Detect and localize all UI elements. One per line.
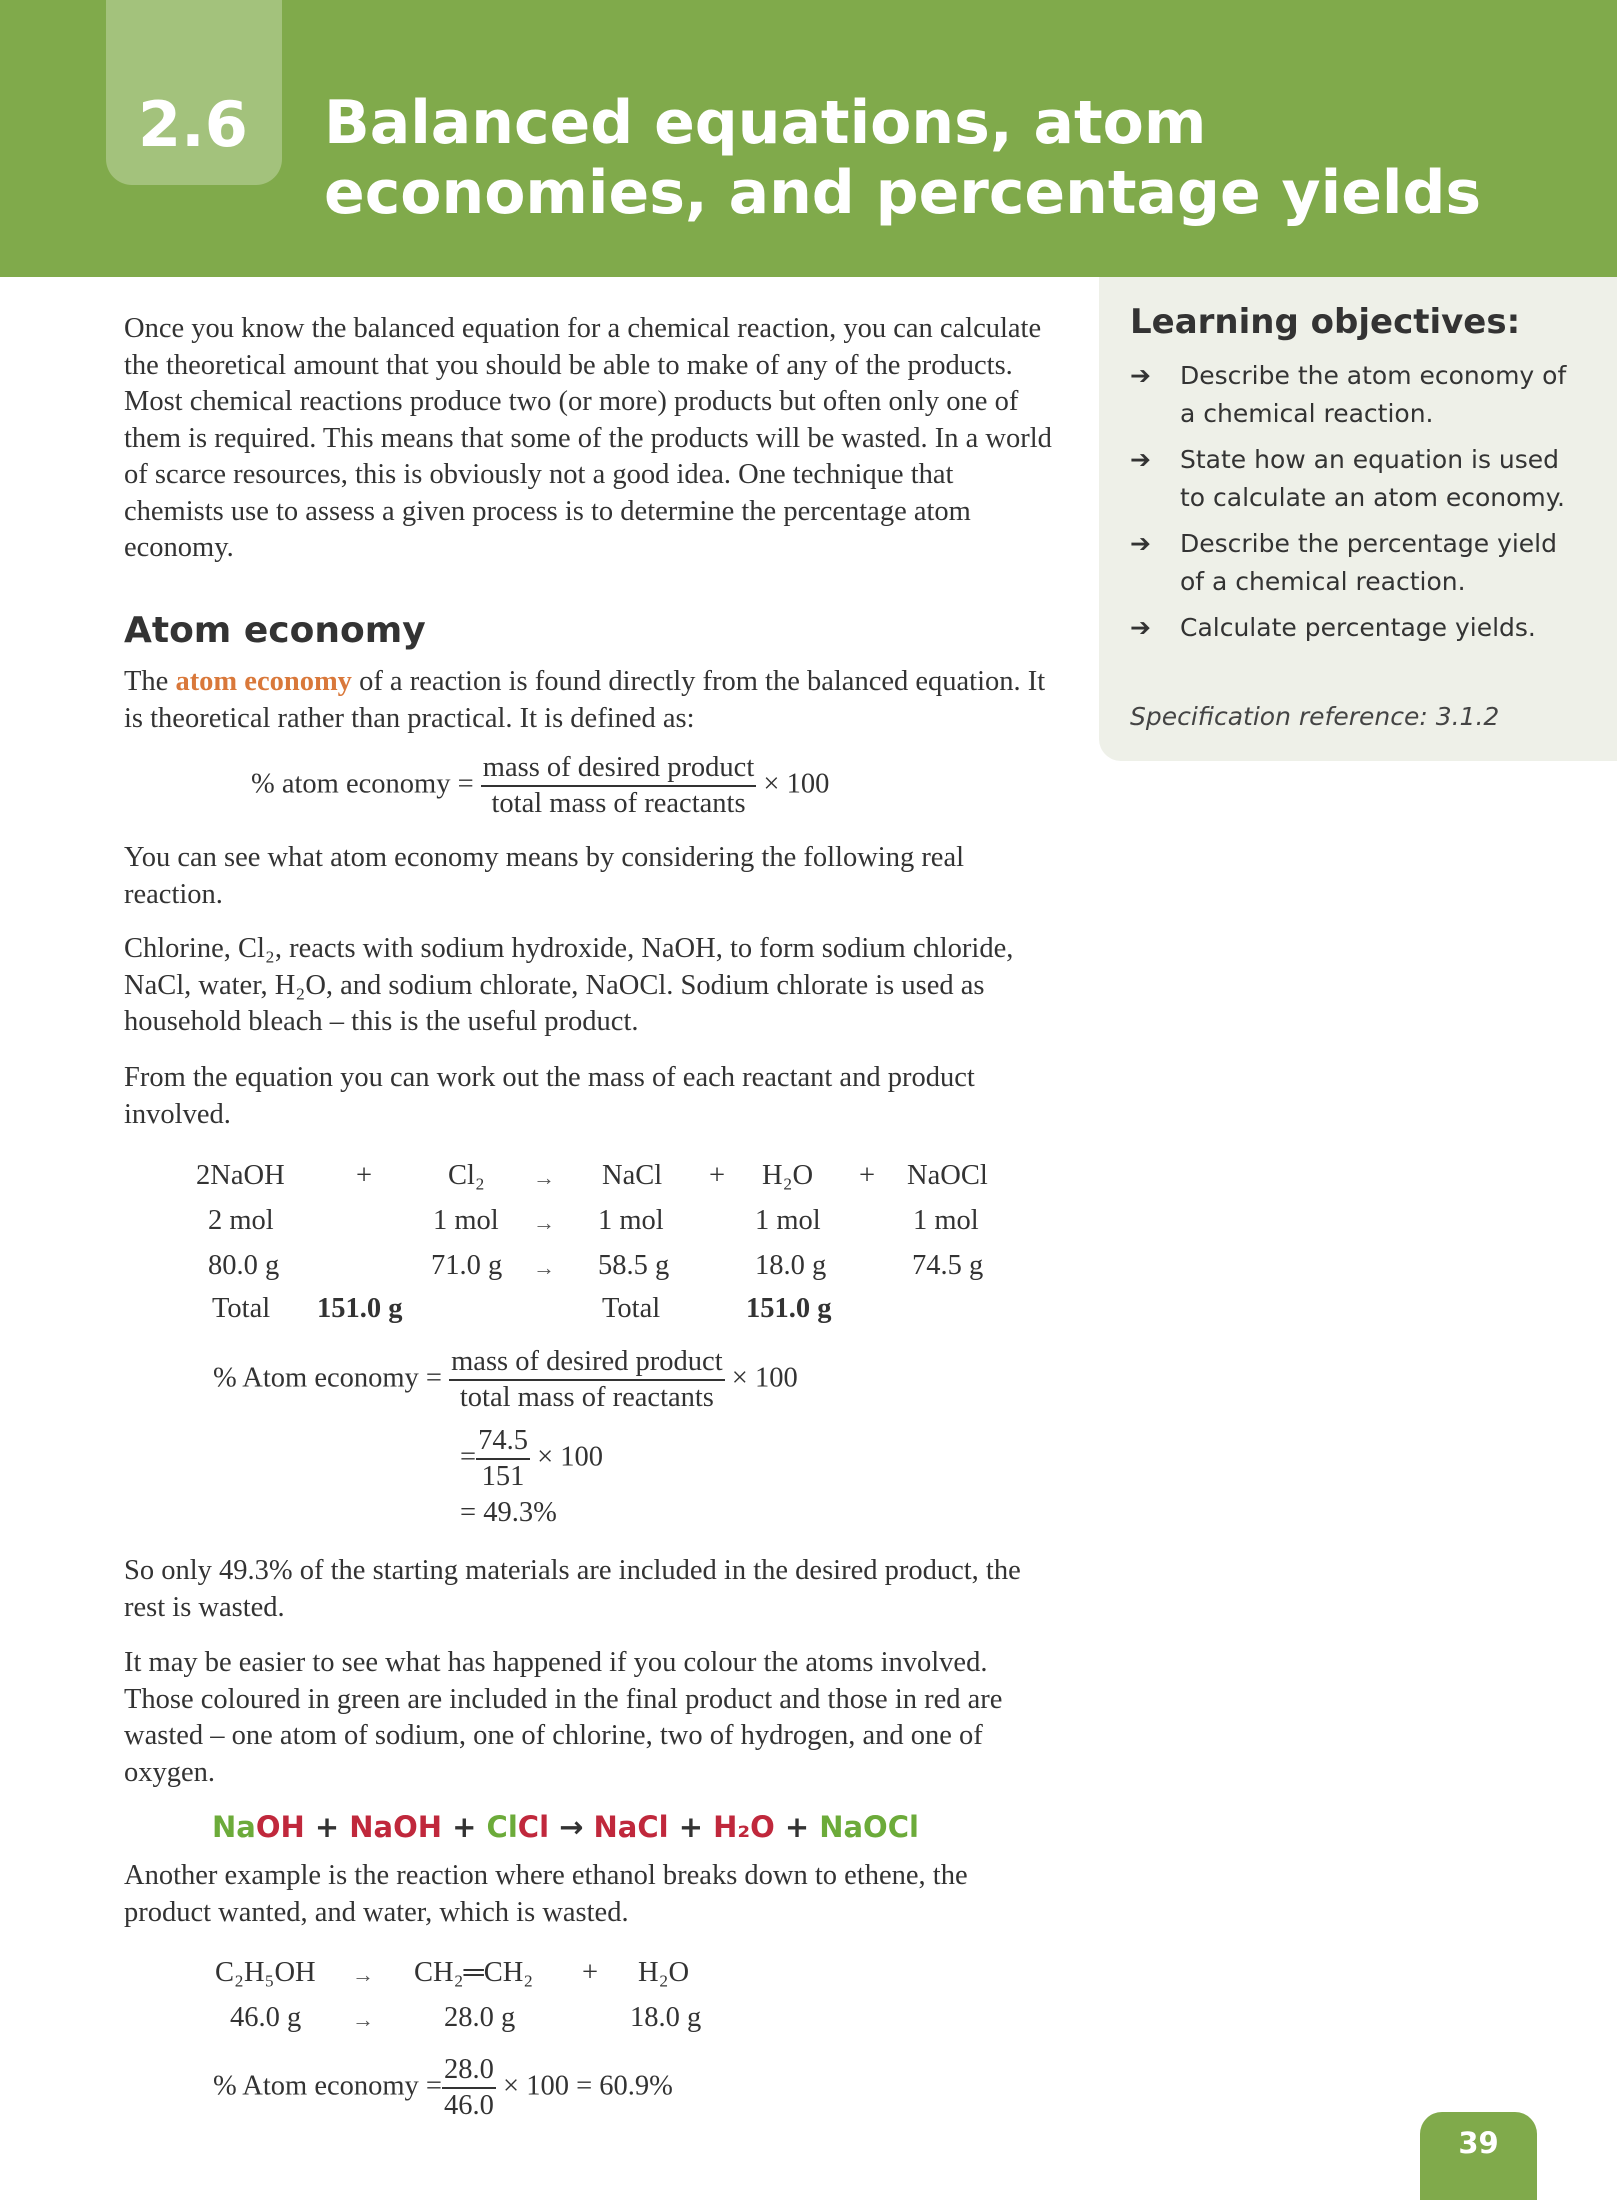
mass-naocl: 74.5 g — [912, 1250, 984, 1281]
moles-naocl: 1 mol — [913, 1205, 979, 1236]
arrow-right-icon: ➔ — [1130, 613, 1151, 642]
eq-cl-red: Cl — [517, 1810, 550, 1844]
objective-text: State how an equation is used to calculate an atom economy. — [1180, 445, 1565, 512]
eq-h2o-red: H₂O — [713, 1810, 775, 1844]
calc2-label: % Atom economy = — [213, 2070, 443, 2102]
objective-item — [1130, 609, 1570, 647]
calc2-numerator: 28.0 — [442, 2054, 496, 2089]
objective-item — [1130, 525, 1570, 601]
moles-h2o: 1 mol — [755, 1205, 821, 1236]
definition-pre: The — [124, 666, 176, 697]
calc-numerator: mass of desired product — [449, 1346, 724, 1381]
arrow-right-icon: ➔ — [1130, 361, 1151, 390]
definition-post: of a reaction is found directly from the balanced equation. It is theoretical rather than practical. It is defined as: — [124, 666, 1046, 734]
formula-numerator: mass of desired product — [481, 752, 756, 787]
species-h2o: H₂O — [762, 1160, 814, 1191]
moles-nacl: 1 mol — [598, 1205, 664, 1236]
ethanol-atom-economy-calculation — [213, 2054, 673, 2122]
water-product: H₂O — [638, 1957, 690, 1988]
water-mass: 18.0 g — [630, 2002, 702, 2033]
arrow-right-icon: ➔ — [1130, 529, 1151, 558]
formula-fraction — [481, 752, 756, 820]
calc-fraction-values — [476, 1425, 530, 1493]
species-naoh: 2NaOH — [196, 1160, 285, 1191]
mass-cl2: 71.0 g — [431, 1250, 503, 1281]
arrow-icon: → — [533, 1165, 555, 1190]
species-nacl: NaCl — [602, 1160, 663, 1191]
objective-text: Describe the percentage yield of a chemical reaction. — [1180, 529, 1558, 596]
mass-nacl: 58.5 g — [598, 1250, 670, 1281]
chlorine-paragraph: Chlorine, Cl₂, reacts with sodium hydroxide, NaOH, to form sodium chloride, NaCl, water, H₂O, and sodium chlorate, NaOCl. Sodium chlorate is used as household bleach – this is the useful product. — [124, 933, 1014, 1037]
keyterm-atom-economy: atom economy — [175, 666, 352, 697]
calc-denominator: total mass of reactants — [459, 1382, 714, 1413]
intro-paragraph: Once you know the balanced equation for a chemical reaction, you can calculate the theoretical amount that you should be able to make of any of the products. Most chemical reactions produce two (or more) products but often only one of them is required. This means that some of the products will be wasted. In a world of scarce resources, this is obviously not a good idea. One technique that chemists use to assess a given process is to determine the percentage atom economy. — [124, 313, 1052, 563]
colored-equation — [212, 1810, 919, 1844]
calc-denominator-value: 151 — [481, 1461, 525, 1492]
objective-item — [1130, 357, 1570, 433]
calc-label: % Atom economy = — [213, 1362, 443, 1394]
arrow-icon: → — [352, 1962, 374, 1987]
species-plus-2: + — [709, 1160, 726, 1191]
calc-numerator-value: 74.5 — [476, 1425, 530, 1460]
eq-plus: + — [442, 1810, 487, 1844]
colour-paragraph: It may be easier to see what has happened if you colour the atoms involved. Those coloured in green are included in the final product and those in red are wasted – one atom of sodium, one of chlorine, two of hydrogen, and one of oxygen. — [124, 1647, 1003, 1788]
total-label-reactants: Total — [212, 1293, 271, 1324]
species-plus-3: + — [859, 1160, 876, 1191]
atom-economy-calculation — [213, 1346, 798, 1414]
species-plus-1: + — [356, 1160, 373, 1191]
ethanol-paragraph: Another example is the reaction where ethanol breaks down to ethene, the product wanted, and water, which is wasted. — [124, 1860, 968, 1928]
ethanol-mass: 46.0 g — [230, 2002, 302, 2033]
eq-nacl-red: NaCl — [593, 1810, 669, 1844]
total-products: 151.0 g — [746, 1293, 832, 1324]
arrow-right-icon: ➔ — [1130, 445, 1151, 474]
eq-arrow: → — [549, 1810, 594, 1844]
definition-formula — [251, 752, 829, 820]
page-title-line1: Balanced equations, atom — [324, 88, 1207, 158]
species-naocl: NaOCl — [907, 1160, 988, 1191]
formula-label: % atom economy = — [251, 768, 474, 800]
calc-multiplier-2: × 100 — [537, 1441, 604, 1473]
moles-cl2: 1 mol — [433, 1205, 499, 1236]
ethanol-plus: + — [582, 1957, 599, 1988]
ethene-mass: 28.0 g — [444, 2002, 516, 2033]
total-label-products: Total — [602, 1293, 661, 1324]
mass-naoh: 80.0 g — [208, 1250, 280, 1281]
calc2-result: × 100 = 60.9% — [503, 2070, 673, 2102]
ethanol-reactant: C₂H₅OH — [215, 1957, 316, 1988]
mass-h2o: 18.0 g — [755, 1250, 827, 1281]
definition-paragraph — [124, 664, 1059, 737]
eq-plus: + — [668, 1810, 714, 1844]
calc-equals: = — [460, 1441, 477, 1473]
ethene-product: CH₂═CH₂ — [414, 1957, 534, 1988]
page-number: 39 — [1458, 2126, 1499, 2160]
eq-naoh-red: NaOH — [349, 1810, 443, 1844]
moles-naoh: 2 mol — [208, 1205, 274, 1236]
page-title-line2: economies, and percentage yields — [324, 158, 1482, 228]
calc2-denominator: 46.0 — [444, 2090, 494, 2121]
total-reactants: 151.0 g — [317, 1293, 403, 1324]
arrow-icon: → — [533, 1210, 555, 1235]
so-only-paragraph: So only 49.3% of the starting materials are included in the desired product, the rest is wasted. — [124, 1555, 1021, 1623]
atom-economy-calculation-step2 — [460, 1425, 603, 1493]
atom-economy-heading: Atom economy — [124, 610, 426, 651]
learning-objectives-list — [1130, 357, 1570, 655]
formula-multiplier: × 100 — [763, 768, 830, 800]
see-paragraph: You can see what atom economy means by considering the following real reaction. — [124, 842, 965, 910]
learning-objectives-title: Learning objectives: — [1130, 302, 1521, 342]
objective-item — [1130, 441, 1570, 517]
calc-result: = 49.3% — [460, 1497, 557, 1528]
section-number: 2.6 — [138, 88, 248, 161]
arrow-icon: → — [533, 1255, 555, 1280]
species-cl2: Cl₂ — [448, 1160, 485, 1191]
formula-denominator: total mass of reactants — [491, 788, 746, 819]
page-title — [324, 88, 1481, 228]
eq-na-green: Na — [212, 1810, 256, 1844]
eq-cl-green: Cl — [486, 1810, 518, 1844]
calc2-fraction — [442, 2054, 496, 2122]
eq-plus: + — [304, 1810, 350, 1844]
specification-reference: Specification reference: 3.1.2 — [1130, 702, 1500, 731]
eq-naocl-green: NaOCl — [819, 1810, 919, 1844]
arrow-icon: → — [352, 2007, 374, 2032]
objective-text: Calculate percentage yields. — [1180, 613, 1536, 642]
eq-plus: + — [774, 1810, 820, 1844]
calc-multiplier: × 100 — [731, 1362, 798, 1394]
calc-fraction — [449, 1346, 724, 1414]
eq-oh-red: OH — [255, 1810, 305, 1844]
objective-text: Describe the atom economy of a chemical reaction. — [1180, 361, 1567, 428]
equation-paragraph: From the equation you can work out the mass of each reactant and product involved. — [124, 1062, 975, 1130]
